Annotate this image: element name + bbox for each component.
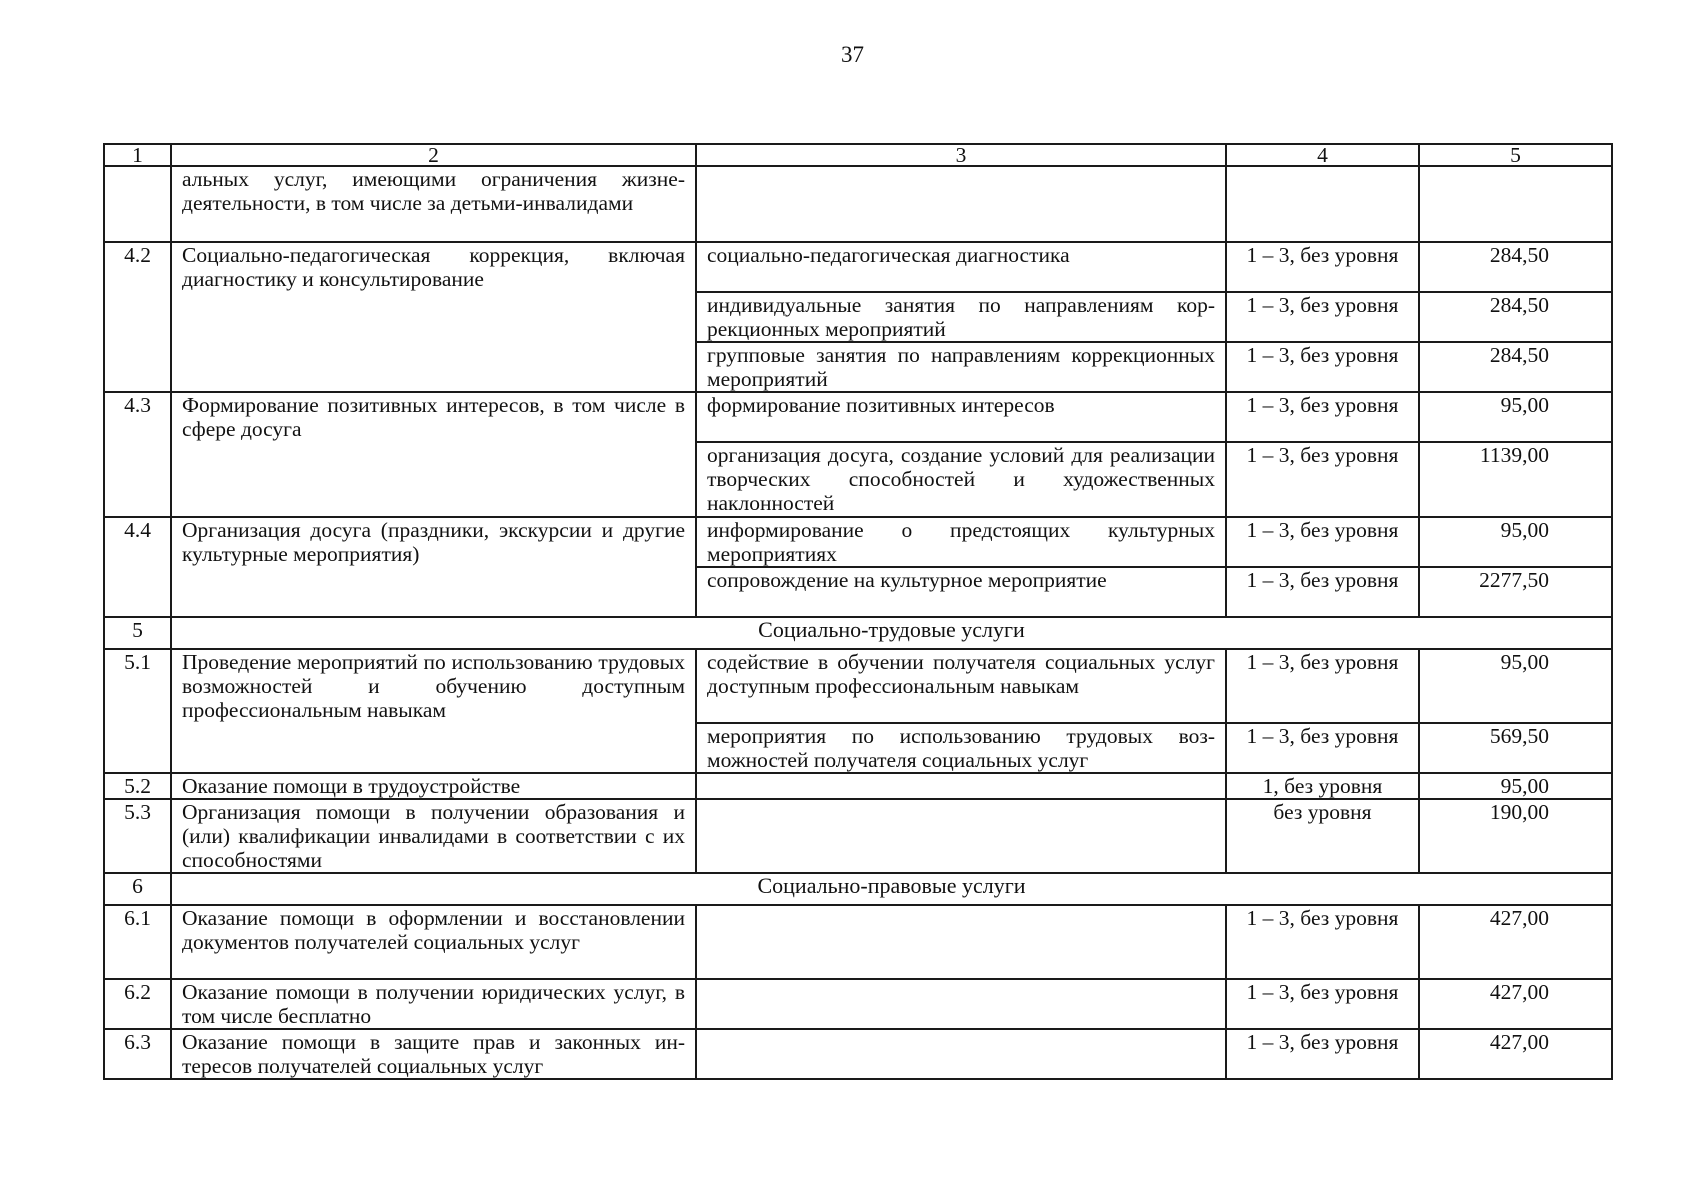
table-header-row bbox=[104, 144, 1612, 166]
service-name: Проведение мероприятий по использованию трудовых возможностей и обучению доступным профессиональным навыкам bbox=[171, 649, 696, 773]
service-component bbox=[696, 1029, 1226, 1079]
service-level: 1 – 3, без уровня bbox=[1226, 567, 1419, 617]
table-row bbox=[104, 166, 1612, 242]
column-header: 5 bbox=[1419, 144, 1612, 166]
section-number: 6 bbox=[104, 873, 171, 905]
service-price: 95,00 bbox=[1419, 392, 1612, 442]
service-level: 1, без уровня bbox=[1226, 773, 1419, 799]
service-component: социально-педагогическая диагностика bbox=[696, 242, 1226, 292]
column-header: 1 bbox=[104, 144, 171, 166]
service-component: индивидуальные занятия по направлениям коррекционных мероприятий bbox=[696, 292, 1226, 342]
service-name: Оказание помощи в защите прав и законных интересов получателей социальных услуг bbox=[171, 1029, 696, 1079]
service-price: 284,50 bbox=[1419, 292, 1612, 342]
row-number: 4.3 bbox=[104, 392, 171, 517]
service-name: Организация помощи в получении образования и (или) квалификации инвалидами в соответствии с их способностями bbox=[171, 799, 696, 873]
service-name: Оказание помощи в трудоустройстве bbox=[171, 773, 696, 799]
table-row bbox=[104, 799, 1612, 873]
section-row bbox=[104, 873, 1612, 905]
service-component bbox=[696, 979, 1226, 1029]
row-number bbox=[104, 166, 171, 242]
table-row bbox=[104, 773, 1612, 799]
service-level: 1 – 3, без уровня bbox=[1226, 292, 1419, 342]
row-number: 4.4 bbox=[104, 517, 171, 617]
services-table bbox=[103, 143, 1613, 1080]
table-row bbox=[104, 242, 1612, 292]
service-price bbox=[1419, 166, 1612, 242]
service-component: организация досуга, создание условий для реализации творческих способностей и художественных наклонностей bbox=[696, 442, 1226, 517]
service-component: групповые занятия по направлениям коррекционных мероприятий bbox=[696, 342, 1226, 392]
row-number: 6.2 bbox=[104, 979, 171, 1029]
section-title: Социально-трудовые услуги bbox=[171, 617, 1612, 649]
service-price: 190,00 bbox=[1419, 799, 1612, 873]
service-price: 427,00 bbox=[1419, 905, 1612, 979]
service-level: 1 – 3, без уровня bbox=[1226, 905, 1419, 979]
service-component bbox=[696, 905, 1226, 979]
service-price: 284,50 bbox=[1419, 242, 1612, 292]
table-row bbox=[104, 905, 1612, 979]
service-price: 427,00 bbox=[1419, 979, 1612, 1029]
service-component bbox=[696, 799, 1226, 873]
column-header: 2 bbox=[171, 144, 696, 166]
service-component bbox=[696, 166, 1226, 242]
section-title: Социально-правовые услуги bbox=[171, 873, 1612, 905]
table-row bbox=[104, 979, 1612, 1029]
row-number: 5.2 bbox=[104, 773, 171, 799]
service-level: 1 – 3, без уровня bbox=[1226, 723, 1419, 773]
service-level: 1 – 3, без уровня bbox=[1226, 242, 1419, 292]
service-component: информирование о предстоящих культурных мероприятиях bbox=[696, 517, 1226, 567]
service-name: Социально-педагогическая коррекция, включая диагностику и консультирование bbox=[171, 242, 696, 392]
service-component: формирование позитивных интересов bbox=[696, 392, 1226, 442]
service-component bbox=[696, 773, 1226, 799]
service-level: 1 – 3, без уровня bbox=[1226, 1029, 1419, 1079]
table-row bbox=[104, 649, 1612, 723]
row-number: 5.1 bbox=[104, 649, 171, 773]
service-component: сопровождение на культурное мероприятие bbox=[696, 567, 1226, 617]
column-header: 3 bbox=[696, 144, 1226, 166]
service-name: Оказание помощи в получении юридических услуг, в том числе бесплатно bbox=[171, 979, 696, 1029]
row-number: 6.3 bbox=[104, 1029, 171, 1079]
service-level: 1 – 3, без уровня bbox=[1226, 342, 1419, 392]
table-row bbox=[104, 1029, 1612, 1079]
service-name: Организация досуга (праздники, экскурсии и другие культурные мероприятия) bbox=[171, 517, 696, 617]
row-number: 6.1 bbox=[104, 905, 171, 979]
service-price: 284,50 bbox=[1419, 342, 1612, 392]
service-price: 2277,50 bbox=[1419, 567, 1612, 617]
service-level: 1 – 3, без уровня bbox=[1226, 517, 1419, 567]
service-price: 1139,00 bbox=[1419, 442, 1612, 517]
row-number: 5.3 bbox=[104, 799, 171, 873]
service-level: 1 – 3, без уровня bbox=[1226, 649, 1419, 723]
row-number: 4.2 bbox=[104, 242, 171, 392]
service-price: 427,00 bbox=[1419, 1029, 1612, 1079]
service-level: 1 – 3, без уровня bbox=[1226, 979, 1419, 1029]
section-number: 5 bbox=[104, 617, 171, 649]
service-price: 95,00 bbox=[1419, 649, 1612, 723]
service-level: 1 – 3, без уровня bbox=[1226, 392, 1419, 442]
table-row bbox=[104, 392, 1612, 442]
service-component: содействие в обучении получателя социальных услуг доступным профессиональным навыкам bbox=[696, 649, 1226, 723]
service-name: Формирование позитивных интересов, в том числе в сфере досуга bbox=[171, 392, 696, 517]
service-price: 95,00 bbox=[1419, 517, 1612, 567]
service-level bbox=[1226, 166, 1419, 242]
service-level: без уровня bbox=[1226, 799, 1419, 873]
service-price: 569,50 bbox=[1419, 723, 1612, 773]
service-level: 1 – 3, без уровня bbox=[1226, 442, 1419, 517]
page-number: 37 bbox=[841, 42, 864, 67]
service-name: альных услуг, имеющими ограничения жизнедеятельности, в том числе за детьми-инвалидами bbox=[171, 166, 696, 242]
service-component: мероприятия по использованию трудовых возможностей получателя социальных услуг bbox=[696, 723, 1226, 773]
table-row bbox=[104, 517, 1612, 567]
service-price: 95,00 bbox=[1419, 773, 1612, 799]
column-header: 4 bbox=[1226, 144, 1419, 166]
section-row bbox=[104, 617, 1612, 649]
service-name: Оказание помощи в оформлении и восстановлении документов получателей социальных услуг bbox=[171, 905, 696, 979]
